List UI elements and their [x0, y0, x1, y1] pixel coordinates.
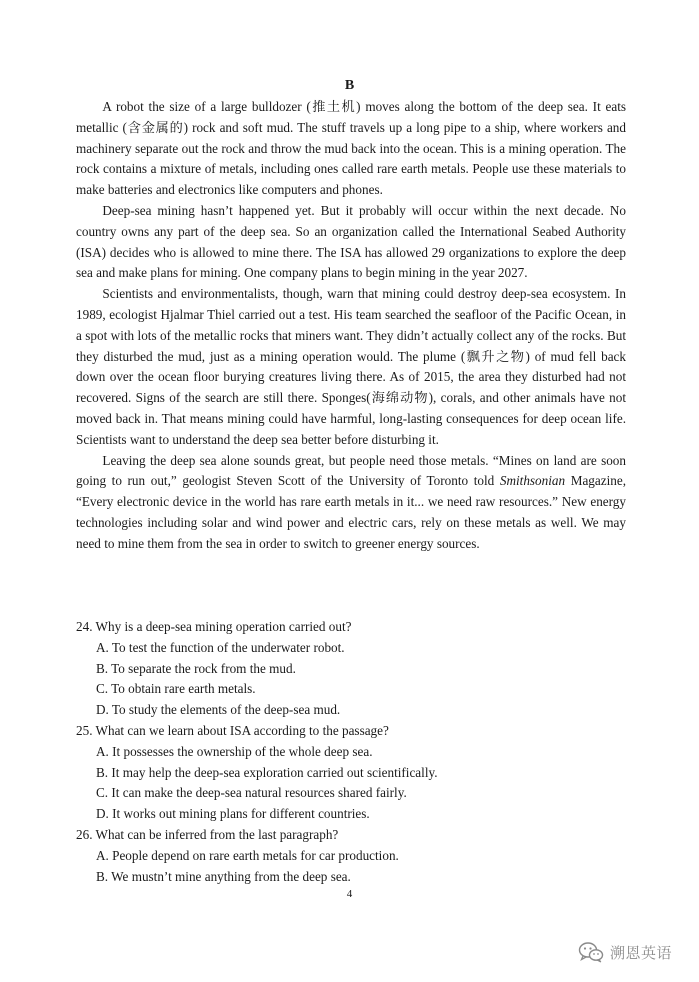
option-b: B. To separate the rock from the mud.	[96, 660, 296, 676]
question-stem: 25. What can we learn about ISA according to the passage?	[76, 722, 389, 738]
option-a: A. To test the function of the underwater robot.	[96, 639, 345, 655]
passage-paragraph-3: Scientists and environmentalists, though, warn that mining could destroy deep-sea ecosystem. In 1989, ecologist Hjalmar Thiel carried out a test. His team searched the seafloor of the Pacific Ocean, in a spot with lots of the metallic rocks that miners want. They didn’t actually collect any of the rocks. But they disturbed the mud, just as a mining operation would. The plume (飘升之物) of mud fell back down over the ocean floor burying creatures living there. As of 2015, the area they disturbed had not recovered. Signs of the search are still there. Sponges(海绵动物), corals, and other animals have not moved back in. That means mining could have harmful, long-lasting consequences for deep ocean life. Scientists want to understand the deep sea better before disturbing it.	[76, 286, 626, 447]
option-c: C. To obtain rare earth metals.	[96, 681, 256, 697]
question-stem: 26. What can be inferred from the last paragraph?	[76, 826, 339, 842]
wechat-icon	[578, 941, 604, 963]
watermark	[578, 940, 672, 964]
question-list	[76, 617, 636, 887]
page-number: 4	[346, 888, 353, 900]
option-d: D. To study the elements of the deep-sea mud.	[96, 702, 341, 718]
watermark-text: 溯恩英语	[610, 943, 673, 962]
question-26	[76, 825, 636, 887]
passage-paragraph-1: A robot the size of a large bulldozer (推土机) moves along the bottom of the deep sea. It eats metallic (含金属的) rock and soft mud. The stuff travels up a long pipe to a ship, where workers and machinery separate out the rock and throw the mud back into the ocean. This is a mining operation. The rock contains a mixture of metals, including ones called rare earth metals. People use these materials to make batteries and electronics like computers and phones.	[76, 99, 626, 198]
question-24	[76, 617, 636, 721]
option-a: A. People depend on rare earth metals for car production.	[96, 847, 399, 863]
section-title: B	[344, 78, 355, 93]
option-b: B. It may help the deep-sea exploration carried out scientifically.	[96, 764, 438, 780]
question-stem: 24. Why is a deep-sea mining operation carried out?	[76, 619, 352, 634]
option-a: A. It possesses the ownership of the whole deep sea.	[96, 743, 373, 759]
question-25	[76, 721, 636, 825]
option-b: B. We mustn’t mine anything from the deep sea.	[96, 868, 351, 884]
paragraph-4-text-end: Magazine, “Every electronic device in the world has rare earth metals in it... we need raw resources.” New energy technologies including solar and wind power and electric cars, rely on these metals as well. We may need to mine them from the sea in order to switch to greener energy sources.	[76, 473, 626, 551]
reading-passage	[76, 97, 626, 555]
magazine-name: Smithsonian	[499, 473, 566, 489]
option-d: D. It works out mining plans for different countries.	[96, 806, 370, 822]
paragraph-4-text-start: Leaving the deep sea alone sounds great, but people need those metals. “Mines on land are soon going to run out,” geologist Steven Scott of the University of Toronto told	[76, 452, 626, 489]
option-c: C. It can make the deep-sea natural resources shared fairly.	[96, 785, 407, 801]
passage-paragraph-2: Deep-sea mining hasn’t happened yet. But it probably will occur within the next decade. No country owns any part of the deep sea. So an organization called the International Seabed Authority (ISA) decides who is allowed to mine there. The ISA has allowed 29 organizations to explore the deep sea and make plans for mining. One company plans to begin mining in the year 2027.	[76, 202, 626, 281]
passage-paragraph-4	[76, 451, 626, 555]
